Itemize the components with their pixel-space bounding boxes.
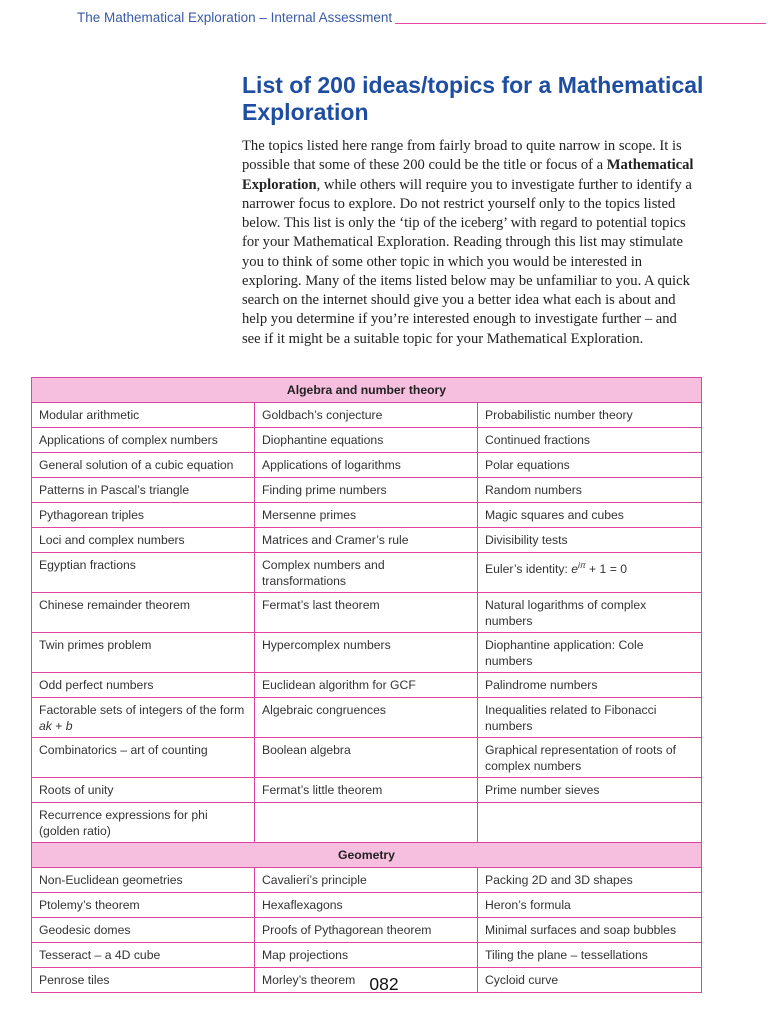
topic-cell: Complex numbers and transformations: [255, 553, 478, 593]
topic-cell: Algebraic congruences: [255, 698, 478, 738]
topic-cell: Patterns in Pascal’s triangle: [32, 478, 255, 503]
header-rule: [395, 23, 766, 24]
topics-table: [31, 377, 702, 993]
table-row: [32, 633, 702, 673]
section-title: Geometry: [32, 843, 702, 868]
page-number: 082: [369, 974, 399, 994]
table-row: [32, 593, 702, 633]
topic-cell: Twin primes problem: [32, 633, 255, 673]
topic-cell: Egyptian fractions: [32, 553, 255, 593]
topic-cell: Inequalities related to Fibonacci numbers: [478, 698, 702, 738]
topic-cell: Diophantine equations: [255, 428, 478, 453]
topic-cell: Boolean algebra: [255, 738, 478, 778]
intro-text-end: , while others will require you to investigate further to identify a narrower focus to explore. Do not restrict yourself only to the topics listed below. This list is only the ‘tip of the iceberg’ with regard to potential topics for your Mathematical Exploration. Reading through this list may stimulate you to think of some other topic in which you would be interested in exploring. Many of the items listed below may be unfamiliar to you. A quick search on the internet should give you a better idea what each is about and help you determine if you’re interested enough to investigate further – and see if it might be a suitable topic for your Mathematical Exploration.: [242, 176, 692, 347]
topic-cell: Random numbers: [478, 478, 702, 503]
topic-cell: Graphical representation of roots of complex numbers: [478, 738, 702, 778]
topic-cell: [255, 803, 478, 843]
topic-cell: Palindrome numbers: [478, 673, 702, 698]
table-row: [32, 738, 702, 778]
topic-cell: Fermat’s last theorem: [255, 593, 478, 633]
topic-cell: Proofs of Pythagorean theorem: [255, 918, 478, 943]
topic-cell: Chinese remainder theorem: [32, 593, 255, 633]
topic-cell: Pythagorean triples: [32, 503, 255, 528]
table-row: [32, 698, 702, 738]
table-row: [32, 428, 702, 453]
topic-cell: Loci and complex numbers: [32, 528, 255, 553]
topics-table-body: [32, 378, 702, 993]
topic-cell: Odd perfect numbers: [32, 673, 255, 698]
topic-cell: [478, 803, 702, 843]
page-title: List of 200 ideas/topics for a Mathematical Exploration: [242, 72, 704, 125]
section-header-row: [32, 843, 702, 868]
topic-cell: Magic squares and cubes: [478, 503, 702, 528]
table-row: [32, 503, 702, 528]
intro-paragraph: [242, 137, 694, 349]
topic-cell: Combinatorics – art of counting: [32, 738, 255, 778]
topic-cell: Fermat’s little theorem: [255, 778, 478, 803]
topic-cell: Roots of unity: [32, 778, 255, 803]
running-header: The Mathematical Exploration – Internal Assessment: [77, 10, 393, 25]
topic-cell: Euler’s identity: $e^{i\pi} + 1 = 0$: [478, 553, 702, 593]
topic-cell: Map projections: [255, 943, 478, 968]
topic-cell: Heron’s formula: [478, 893, 702, 918]
topic-cell: Matrices and Cramer’s rule: [255, 528, 478, 553]
topic-cell: Natural logarithms of complex numbers: [478, 593, 702, 633]
topic-cell: Applications of logarithms: [255, 453, 478, 478]
topic-cell: Divisibility tests: [478, 528, 702, 553]
topic-cell: Non-Euclidean geometries: [32, 868, 255, 893]
table-row: [32, 868, 702, 893]
table-row: [32, 478, 702, 503]
table-row: [32, 893, 702, 918]
topic-cell: Hypercomplex numbers: [255, 633, 478, 673]
topic-cell: Probabilistic number theory: [478, 403, 702, 428]
topic-cell: Applications of complex numbers: [32, 428, 255, 453]
section-header-row: [32, 378, 702, 403]
topic-cell: Mersenne primes: [255, 503, 478, 528]
topic-cell: Tiling the plane – tessellations: [478, 943, 702, 968]
topic-cell: Polar equations: [478, 453, 702, 478]
table-row: [32, 528, 702, 553]
topic-cell: Goldbach’s conjecture: [255, 403, 478, 428]
topic-cell: Finding prime numbers: [255, 478, 478, 503]
topic-cell: Modular arithmetic: [32, 403, 255, 428]
topic-cell: Ptolemy’s theorem: [32, 893, 255, 918]
table-row: [32, 453, 702, 478]
topic-cell: Factorable sets of integers of the form ak + b: [32, 698, 255, 738]
topic-cell: Packing 2D and 3D shapes: [478, 868, 702, 893]
topic-cell: Morley’s theorem: [255, 968, 478, 993]
topic-cell: Tesseract – a 4D cube: [32, 943, 255, 968]
topic-cell: Diophantine application: Cole numbers: [478, 633, 702, 673]
topic-cell: Continued fractions: [478, 428, 702, 453]
topic-cell: General solution of a cubic equation: [32, 453, 255, 478]
section-title: Algebra and number theory: [32, 378, 702, 403]
topic-cell: Hexaflexagons: [255, 893, 478, 918]
topic-cell: Prime number sieves: [478, 778, 702, 803]
topic-cell: Geodesic domes: [32, 918, 255, 943]
intro-text-start: The topics listed here range from fairly broad to quite narrow in scope. It is possible that some of these 200 could be the title or focus of a: [242, 138, 682, 174]
topic-cell: Penrose tiles: [32, 968, 255, 993]
table-row: [32, 673, 702, 698]
table-row: [32, 943, 702, 968]
topic-cell: Minimal surfaces and soap bubbles: [478, 918, 702, 943]
table-row: [32, 553, 702, 593]
topic-cell: Recurrence expressions for phi (golden ratio): [32, 803, 255, 843]
table-row: [32, 803, 702, 843]
intro-bold-term: Mathematical Exploration: [242, 157, 694, 193]
table-row: [32, 778, 702, 803]
topic-cell: Cavalieri’s principle: [255, 868, 478, 893]
table-row: [32, 918, 702, 943]
topic-cell: Euclidean algorithm for GCF: [255, 673, 478, 698]
table-row: [32, 403, 702, 428]
topic-cell: Cycloid curve: [478, 968, 702, 993]
